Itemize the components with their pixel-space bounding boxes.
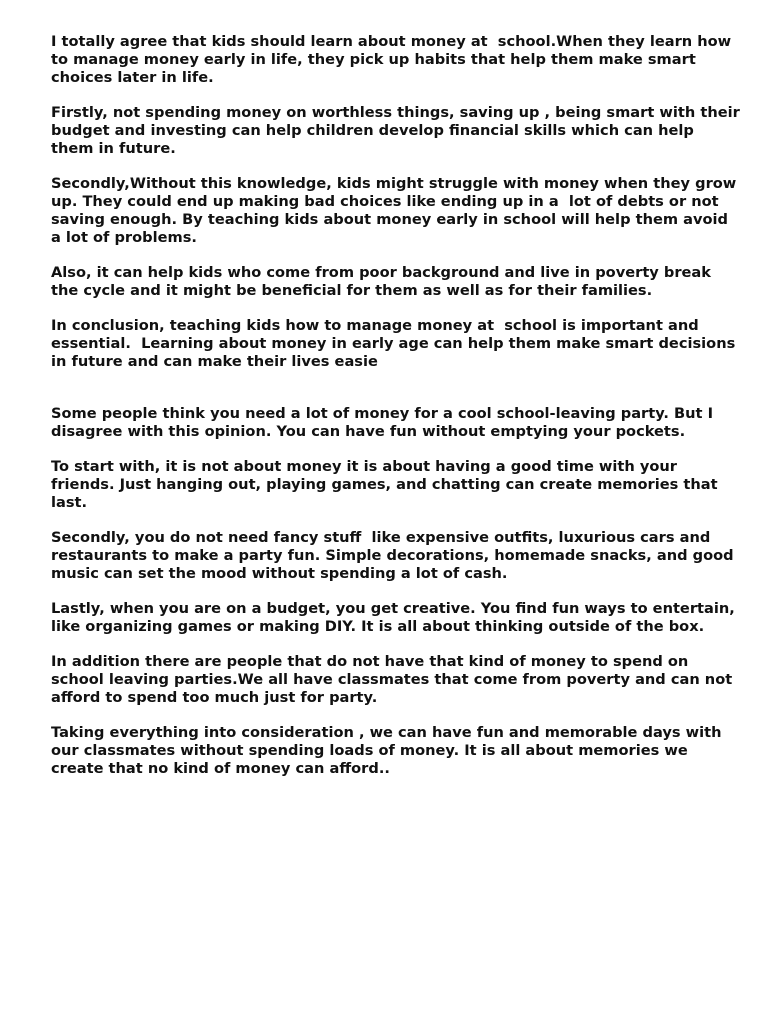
paragraph: Secondly, you do not need fancy stuff like expensive outfits, luxurious cars and restaurants to make a party fun. Simple decorations, homemade snacks, and good music can set the mood without spending a lot of cash. [51,529,739,582]
paragraph: Lastly, when you are on a budget, you get creative. You find fun ways to entertain, like organizing games or making DIY. It is all about thinking outside of the box. [51,600,740,635]
paragraph: To start with, it is not about money it is about having a good time with your friends. Just hanging out, playing games, and chatting can create memories that last. [51,458,723,511]
essay-school-leaving-party [51,405,741,778]
paragraph: Also, it can help kids who come from poor background and live in poverty break the cycle and it might be beneficial for them as well as for their families. [51,264,717,299]
paragraph: I totally agree that kids should learn about money at school.When they learn how to manage money early in life, they pick up habits that help them make smart choices later in life. [51,33,737,86]
paragraph: In conclusion, teaching kids how to manage money at school is important and essential. Learning about money in early age can help them make smart decisions in future and can make their lives easie [51,317,741,370]
paragraph: Secondly,Without this knowledge, kids might struggle with money when they grow up. They could end up making bad choices like ending up in a lot of debts or not saving enough. By teaching kids about money early in school will help them avoid a lot of problems. [51,175,742,246]
paragraph: Firstly, not spending money on worthless things, saving up , being smart with their budget and investing can help children develop financial skills which can help them in future. [51,104,745,157]
paragraph: Some people think you need a lot of money for a cool school-leaving party. But I disagree with this opinion. You can have fun without emptying your pockets. [51,405,719,440]
essay-money-education [51,33,745,371]
paragraph: Taking everything into consideration , we can have fun and memorable days with our classmates without spending loads of money. It is all about memories we create that no kind of money can afford.. [51,724,727,777]
paragraph: In addition there are people that do not have that kind of money to spend on school leaving parties.We all have classmates that come from poverty and can not afford to spend too much just for party. [51,653,738,706]
document-page [51,33,745,795]
